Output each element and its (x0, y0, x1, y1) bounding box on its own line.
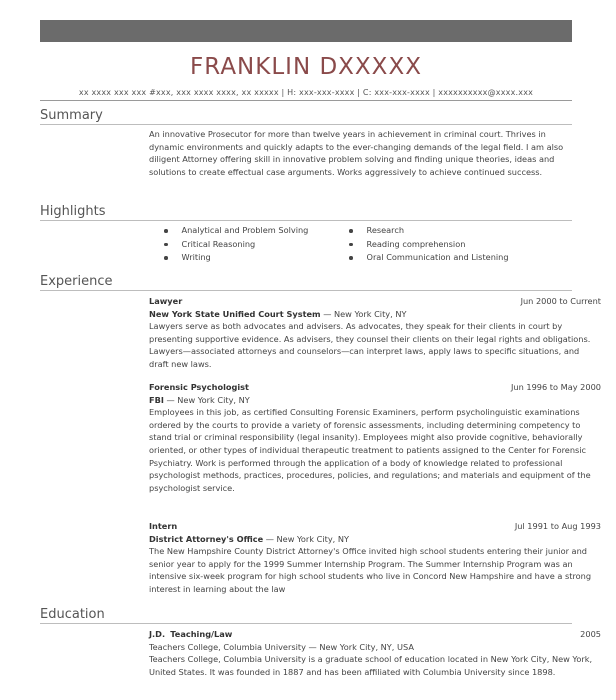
contact-info: xx xxxx xxx xxx #xxx, xxx xxxx xxxx, xx xxxxx | H: xxx-xxx-xxxx | C: xxx-xxx-xxxx | xxxxxxxxxx@xxxx.xxx (78, 88, 534, 97)
highlights-heading: Highlights (40, 204, 106, 219)
job-description: Lawyers serve as both advocates and advisers. As advocates, they speak for their clients in court by presenting supportive evidence. As advisers, they counsel their clients on their legal rights and obligations. Lawyers—associated attorneys and counselors—can interpret laws, apply laws to specific situations, and draft new laws. (149, 321, 591, 369)
bullet-icon (349, 229, 353, 233)
experience-heading: Experience (40, 274, 113, 289)
job-location: — New York City, NY (323, 308, 407, 319)
list-item: Critical Reasoning (164, 238, 308, 252)
job-dates: Jun 1996 to May 2000 (510, 382, 601, 392)
summary-text: An innovative Prosecutor for more than twelve years in achievement in criminal court. Thrives in dynamic environments and quickly adapts to the ever-changing demands of the legal field. I am also diligent Attorney offering skill in innovative problem solving and finding unique theories, ideas and solutions to create effectual case arguments. Works aggressively to achieve continued success. (149, 129, 564, 177)
bullet-icon (349, 243, 353, 247)
list-item: Reading comprehension (349, 238, 509, 252)
job-entry (149, 381, 601, 494)
job-description: Employees in this job, as certified Consulting Forensic Examiners, perform psycholinguistic examinations ordered by the courts to provide a variety of forensic assessments, including determining competency to stand trial or criminal responsibility (legal insanity). Employees might also provide cognitive, behaviorally oriented, or other types of individual therapeutic treatment to patients assigned to the Center for Forensic Psychiatry. Work is performed through the application of a body of knowledge related to professional psychologist methods, practices, procedures, policies, and regulations; and materials and equipment of the psychologist service. (149, 407, 591, 493)
bullet-icon (164, 256, 168, 260)
header-bar (40, 20, 572, 42)
bullet-icon (164, 243, 168, 247)
highlights-right-list (349, 224, 509, 265)
field-of-study: Teaching/Law (170, 629, 233, 639)
list-item: Analytical and Problem Solving (164, 224, 308, 238)
job-dates: Jul 1991 to Aug 1993 (514, 521, 601, 531)
job-description: The New Hampshire County District Attorney's Office invited high school students entering their junior and senior year to apply for the 1999 Summer Internship Program. The Summer Internship Program was an intensive six-week program for high school students who live in Concord New Hampshire and have a strong interest in learning about the law (149, 546, 592, 594)
school-location: — New York City, NY, USA (308, 641, 414, 652)
bullet-icon (164, 229, 168, 233)
job-employer: New York State Unified Court System (149, 308, 321, 319)
divider (40, 220, 572, 221)
education-heading: Education (40, 607, 105, 622)
job-title: Lawyer (149, 296, 183, 306)
job-dates: Jun 2000 to Current (520, 296, 601, 306)
candidate-name: FRANKLIN DXXXXX (190, 54, 422, 80)
school-name: Teachers College, Columbia University (149, 641, 306, 652)
divider (40, 623, 572, 624)
bullet-icon (349, 256, 353, 260)
divider (40, 124, 572, 125)
list-item: Oral Communication and Listening (349, 251, 509, 265)
job-location: — New York City, NY (265, 533, 350, 544)
job-entry (149, 295, 601, 371)
degree: J.D. (149, 629, 166, 639)
job-title: Forensic Psychologist (149, 382, 249, 392)
graduation-year: 2005 (580, 629, 601, 639)
list-item: Research (349, 224, 509, 238)
highlights-left-list (164, 224, 308, 265)
divider (40, 100, 572, 101)
job-employer: District Attorney's Office (149, 533, 264, 544)
divider (40, 290, 572, 291)
job-employer: FBI (149, 394, 164, 405)
job-title: Intern (149, 521, 178, 531)
job-location: — New York City, NY (166, 394, 250, 405)
summary-heading: Summary (40, 108, 103, 123)
education-entry (149, 628, 601, 678)
list-item: Writing (164, 251, 308, 265)
education-description: Teachers College, Columbia University is a graduate school of education located in New York City, New York, United States. It was founded in 1887 and has been affiliated with Columbia University since 1898. (149, 654, 593, 677)
job-entry (149, 520, 601, 596)
